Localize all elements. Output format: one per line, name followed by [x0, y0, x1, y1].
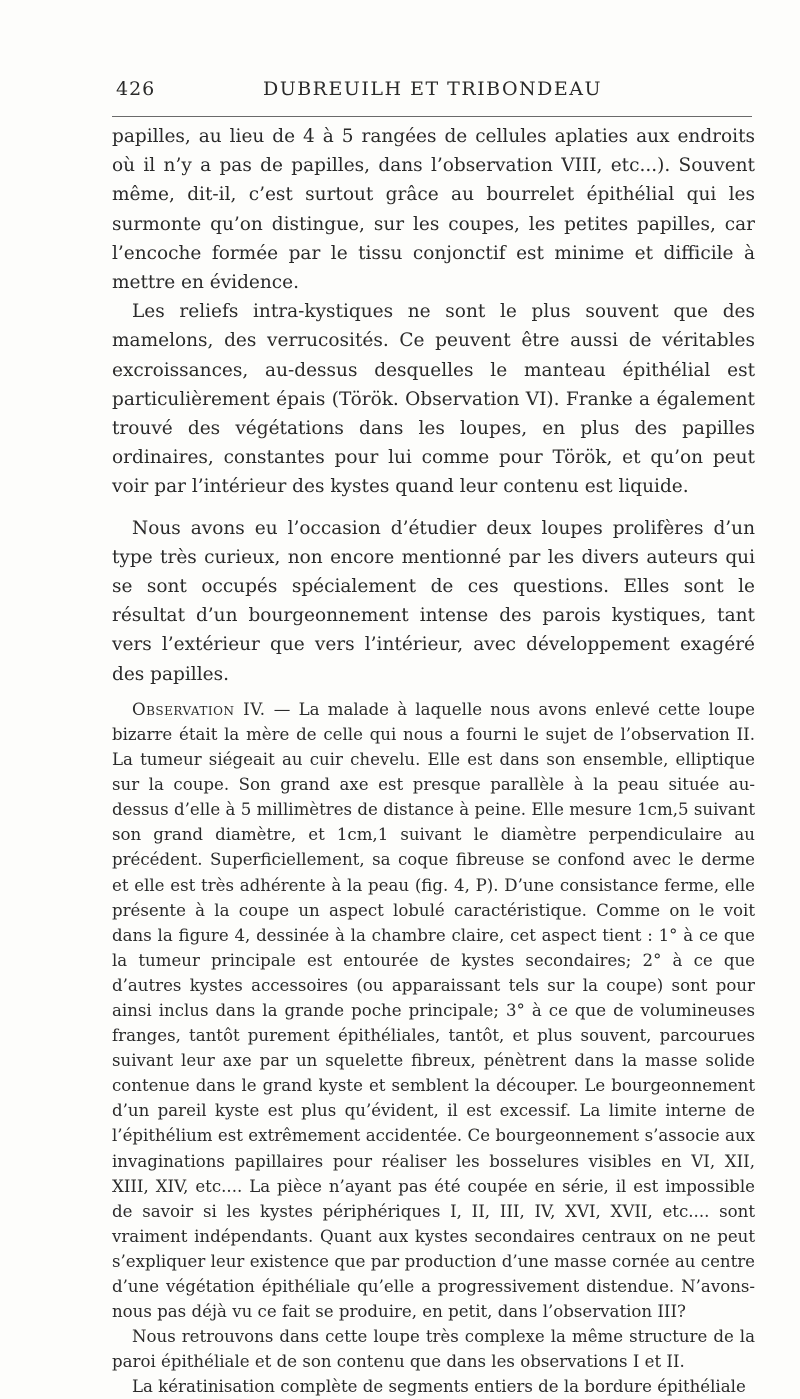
paragraph-loupes-proliferes: Nous avons eu l’occasion d’étudier deux loupes prolifères d’un type très curieux, non encore mentionné par les divers auteurs qui se sont occupés spécialement de ces questions. Elles sont le résultat d’un bourgeonnement intense des parois kystiques, tant vers l’extérieur que vers l’intérieur, avec développement exagéré des papilles.	[112, 517, 755, 685]
observation-label: Observation IV.	[132, 699, 266, 719]
paragraph-keratinisation: La kératinisation complète de segments entiers de la bordure épithéliale	[132, 1377, 746, 1397]
page-header	[110, 78, 755, 108]
header-rule	[112, 116, 752, 117]
observation-iv	[112, 697, 755, 1324]
observation-text: — La malade à laquelle nous avons enlevé cette loupe bizarre était la mère de celle qui nous a fourni le sujet de l’observation II. La tumeur siégeait au cuir chevelu. Elle est dans son ensemble, elliptique sur la coupe. Son grand axe est presque parallèle à la peau située au-dessus d’elle à 5 millimètres de distance à peine. Elle mesure 1cm,5 suivant son grand diamètre, et 1cm,1 suivant le diamètre perpendiculaire au précédent. Superficiellement, sa coque fibreuse se confond avec le derme et elle est très adhérente à la peau (fig. 4, P). D’une consistance ferme, elle présente à la coupe un aspect lobulé caractéristique. Comme on le voit dans la figure 4, dessinée à la chambre claire, cet aspect tient : 1° à ce que la tumeur principale est entourée de kystes secondaires; 2° à ce que d’autres kystes accessoires (ou apparaissant tels sur la coupe) sont pour ainsi inclus dans la grande poche principale; 3° à ce que de volumineuses franges, tantôt purement épithéliales, tantôt, et plus souvent, parcourues suivant leur axe par un squelette fibreux, pénètrent dans la masse solide contenue dans le grand kyste et semblent la découper. Le bourgeonnement d’un pareil kyste est plus qu’évident, il est excessif. La limite interne de l’épithélium est extrêmement accidentée. Ce bourgeonnement s’associe aux invaginations papillaires pour réaliser les bosselures visibles en VI, XII, XIII, XIV, etc.... La pièce n’ayant pas été coupée en série, il est impossible de savoir si les kystes périphériques I, II, III, IV, XVI, XVII, etc.... sont vraiment indépendants. Quant aux kystes secondaires centraux on ne peut s’expliquer leur existence que par production d’une masse cornée au centre d’une végétation épithéliale qu’elle a progressivement distendue. N’avons-nous pas déjà vu ce fait se produire, en petit, dans l’observation III?	[112, 699, 755, 1322]
paragraph-structure: Nous retrouvons dans cette loupe très complexe la même structure de la paroi épithéliale et de son contenu que dans les observations I et II.	[112, 1327, 755, 1372]
paragraph-continuation: papilles, au lieu de 4 à 5 rangées de cellules aplaties aux endroits où il n’y a pas de papilles, dans l’observation VIII, etc...). Souvent même, dit-il, c’est surtout grâce au bourrelet épithélial qui les surmonte qu’on distingue, sur les coupes, les petites papilles, car l’encoche formée par le tissu conjonctif est minime et difficile à mettre en évidence.	[112, 126, 755, 294]
body-text	[112, 122, 755, 1399]
page-number: 426	[116, 78, 156, 100]
running-title: DUBREUILH ET TRIBONDEAU	[262, 78, 603, 100]
paragraph-reliefs: Les reliefs intra-kystiques ne sont le plus souvent que des mamelons, des verrucosités. Ce peuvent être aussi de véritables excroissances, au-dessus desquelles le manteau épithélial est particulièrement épais (Török. Observation VI). Franke a également trouvé des végétations dans les loupes, en plus des papilles ordinaires, constantes pour lui comme pour Török, et qu’on peut voir par l’intérieur des kystes quand leur contenu est liquide.	[112, 301, 755, 498]
